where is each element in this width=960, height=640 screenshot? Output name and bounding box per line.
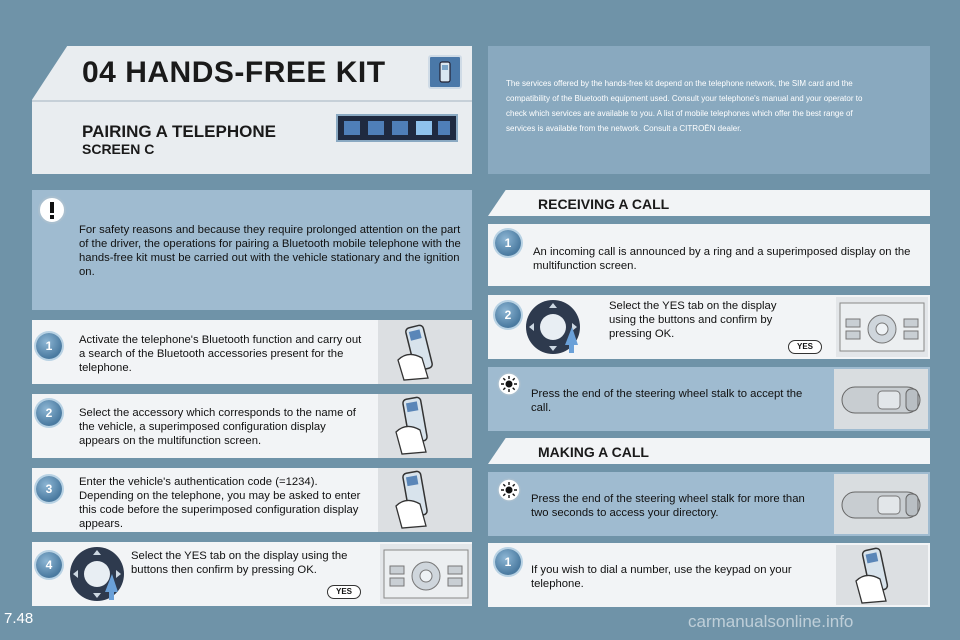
hand-phone-image: [378, 468, 472, 532]
making-title: MAKING A CALL: [538, 444, 649, 460]
yes-tab: YES: [788, 340, 822, 354]
header-divider: [32, 100, 472, 102]
light-icon: [497, 372, 521, 396]
yes-tab: YES: [327, 585, 361, 599]
stalk-image: [834, 474, 928, 534]
step-text: Select the YES tab on the display using the buttons and confirm by pressing OK.: [609, 300, 777, 340]
screen-label: SCREEN C: [82, 141, 155, 157]
warning-text: For safety reasons and because they require prolonged attention on the part of the driver, the operations for pairing a Bluetooth mobile telephone with the hands-free kit must be carried out with the vehicle stationary and the ignition on.: [79, 224, 461, 278]
hand-phone-image: [378, 394, 472, 458]
step-text: Activate the telephone's Bluetooth function and carry out a search of the Bluetooth accessories present for the telephone.: [79, 334, 362, 374]
phone-icon: [428, 55, 462, 89]
step-text: Press the end of the steering wheel stalk to accept the call.: [531, 388, 803, 414]
chapter-title: 04 HANDS-FREE KIT: [82, 56, 386, 89]
radio-panel-image: [380, 544, 472, 604]
step-number-badge: 2: [495, 302, 521, 328]
dpad-icon: [66, 544, 128, 604]
section-title: PAIRING A TELEPHONE: [82, 122, 276, 141]
hand-phone-image: [378, 320, 472, 384]
exclamation-icon: [38, 196, 66, 224]
step-number-badge: 1: [495, 549, 521, 575]
hand-phone-image: [836, 545, 928, 605]
step-text: Press the end of the steering wheel stalk for more than two seconds to access your directory.: [531, 493, 805, 519]
step-text: Select the accessory which corresponds to the name of the vehicle, a superimposed configuration display appears on the multifunction screen.: [79, 407, 356, 447]
radio-panel-image: [836, 297, 928, 357]
step-text: An incoming call is announced by a ring and a superimposed display on the multifunction screen.: [533, 246, 911, 272]
step-text: Enter the vehicle's authentication code (=1234). Depending on the telephone, you may be asked to enter this code before the superimposed configuration display appears.: [79, 476, 361, 530]
step-number-badge: 3: [36, 476, 62, 502]
stalk-image: [834, 369, 928, 429]
info-text: The services offered by the hands-free kit depend on the telephone network, the SIM card and the compatibility of the Bluetooth equipment used. Consult your telephone's manual and your operator to check which services are available to you. A list of mobile telephones which offer the best range of services is available from the network. Consult a CITROËN dealer.: [506, 79, 863, 133]
step-text: Select the YES tab on the display using the buttons then confirm by pressing OK.: [131, 550, 348, 576]
light-icon: [497, 478, 521, 502]
dpad-icon: [522, 297, 584, 357]
watermark: carmanualsonline.info: [688, 612, 854, 631]
step-number-badge: 1: [36, 333, 62, 359]
screen-tabs-icon: [336, 114, 458, 142]
receiving-title: RECEIVING A CALL: [538, 196, 670, 212]
step-number-badge: 1: [495, 230, 521, 256]
step-number-badge: 4: [36, 552, 62, 578]
step-text: If you wish to dial a number, use the keypad on your telephone.: [531, 564, 792, 590]
page-number: 7.48: [4, 610, 34, 627]
step-number-badge: 2: [36, 400, 62, 426]
